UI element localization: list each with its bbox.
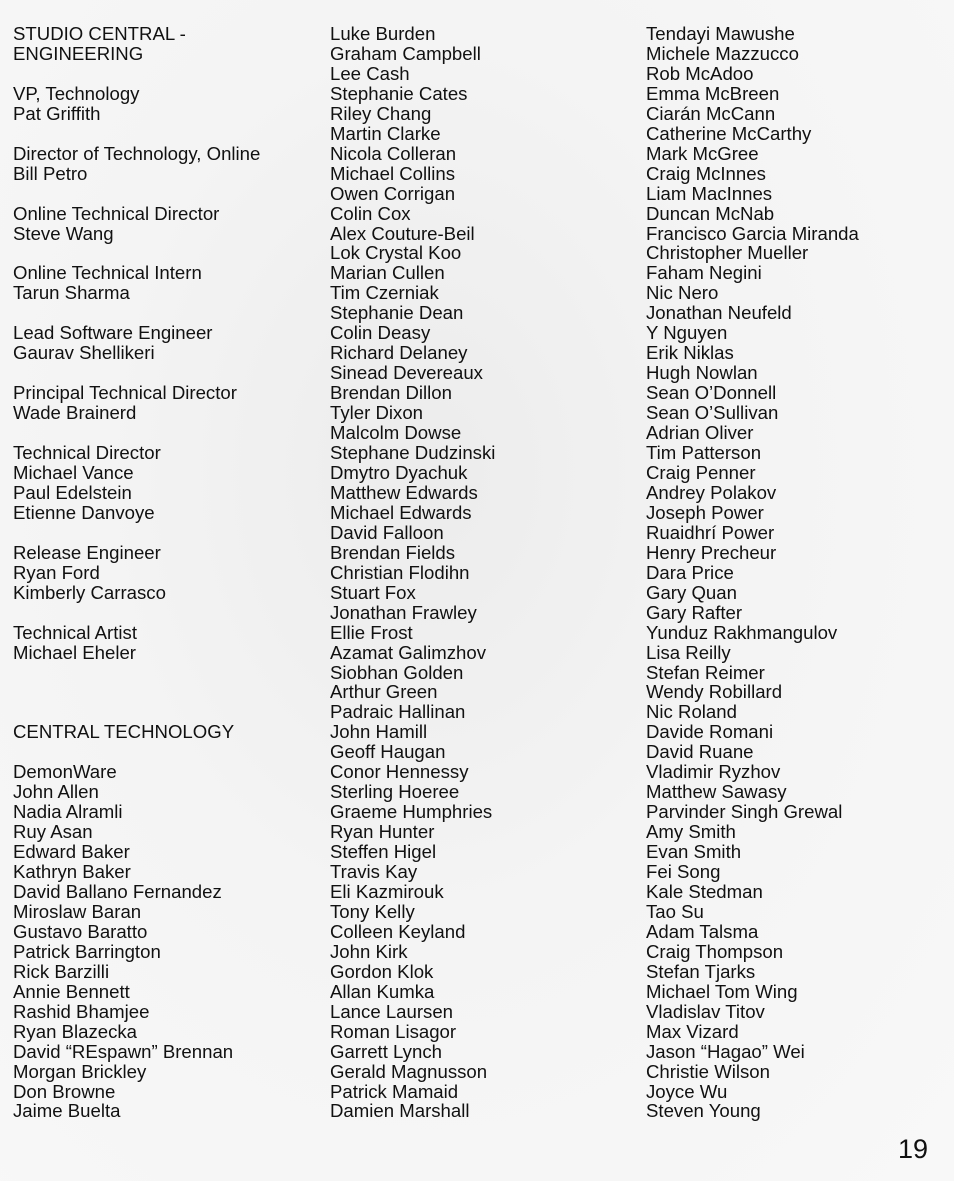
credit-line: Travis Kay (330, 861, 418, 883)
credit-line: Allan Kumka (330, 980, 435, 1002)
credit-line: Principal Technical Director (13, 382, 237, 404)
credit-line: Christopher Mueller (646, 242, 809, 264)
credit-line: Mark McGree (646, 142, 759, 164)
credit-line: Conor Hennessy (330, 761, 469, 783)
spacer (13, 663, 260, 683)
credit-line: Michael Eheler (13, 641, 136, 663)
credit-line: Gordon Klok (330, 960, 434, 982)
credit-line: Stuart Fox (330, 581, 416, 603)
credit-line: Gary Quan (646, 581, 737, 603)
credit-line: Lee Cash (330, 62, 410, 84)
credit-line: Tim Patterson (646, 442, 762, 464)
credit-line: Matthew Edwards (330, 481, 478, 503)
credit-line: Rashid Bhamjee (13, 1000, 150, 1022)
credit-line: Stephane Dudzinski (330, 442, 496, 464)
credit-line: Kale Stedman (646, 880, 763, 902)
credit-line: Gary Rafter (646, 601, 743, 623)
credit-line: Ryan Hunter (330, 821, 435, 843)
credit-line: Edward Baker (13, 841, 130, 863)
credit-line: ENGINEERING (13, 42, 144, 64)
credit-line: Eli Kazmirouk (330, 880, 444, 902)
spacer (13, 184, 260, 204)
credit-line: Patrick Barrington (13, 940, 161, 962)
credit-line: Azamat Galimzhov (330, 641, 487, 663)
credit-line: Vladislav Titov (646, 1000, 765, 1022)
credit-line: Brendan Dillon (330, 382, 452, 404)
credit-line: Ellie Frost (330, 621, 413, 643)
credit-line: John Kirk (330, 940, 408, 962)
credit-line: Duncan McNab (646, 202, 775, 224)
credit-line: Morgan Brickley (13, 1060, 147, 1082)
credit-line: Dmytro Dyachuk (330, 461, 468, 483)
credit-line: Graeme Humphries (330, 801, 493, 823)
credit-line: Vladimir Ryzhov (646, 761, 781, 783)
credit-line: Kathryn Baker (13, 861, 131, 883)
credit-line: Michael Vance (13, 461, 134, 483)
credit-line: Sterling Hoeree (330, 781, 460, 803)
credit-line: Dara Price (646, 561, 734, 583)
credit-line: Tao Su (646, 900, 704, 922)
credit-line: Matthew Sawasy (646, 781, 787, 803)
credit-line: Catherine McCarthy (646, 122, 812, 144)
credit-line: Adam Talsma (646, 920, 759, 942)
credit-line: John Hamill (330, 721, 428, 743)
credit-line: Yunduz Rakhmangulov (646, 621, 838, 643)
credit-line: Tarun Sharma (13, 282, 130, 304)
credit-line: Nicola Colleran (330, 142, 457, 164)
credit-line: Sean O’Donnell (646, 382, 777, 404)
credit-line: CENTRAL TECHNOLOGY (13, 721, 235, 743)
credit-line: Brendan Fields (330, 541, 456, 563)
credit-line: Paul Edelstein (13, 481, 132, 503)
spacer (13, 423, 260, 443)
credit-line: Andrey Polakov (646, 481, 777, 503)
credit-line: Steven Young (646, 1100, 761, 1122)
credit-line: Padraic Hallinan (330, 701, 466, 723)
credit-line: Online Technical Intern (13, 262, 202, 284)
credit-line: Michael Tom Wing (646, 980, 798, 1002)
credit-line: Roman Lisagor (330, 1020, 457, 1042)
credit-line: Damien Marshall (330, 1100, 470, 1122)
credit-line: Max Vizard (646, 1020, 739, 1042)
credit-line: Gerald Magnusson (330, 1060, 488, 1082)
spacer (13, 363, 260, 383)
credit-line: Stephanie Cates (330, 82, 468, 104)
credit-line: Lok Crystal Koo (330, 242, 462, 264)
credit-line: Lead Software Engineer (13, 322, 213, 344)
credit-line: Siobhan Golden (330, 661, 464, 683)
credit-line: Faham Negini (646, 262, 762, 284)
credit-line: Stephanie Dean (330, 302, 464, 324)
credit-line: Annie Bennett (13, 980, 130, 1002)
credit-line: David Ballano Fernandez (13, 880, 222, 902)
credit-line: Steffen Higel (330, 841, 437, 863)
spacer (13, 243, 260, 263)
spacer (13, 603, 260, 623)
credit-line: Michele Mazzucco (646, 42, 799, 64)
credit-line: Lisa Reilly (646, 641, 731, 663)
credit-line: Etienne Danvoye (13, 501, 155, 523)
credits-column-1 (13, 24, 260, 1121)
credit-line: Bill Petro (13, 162, 88, 184)
credit-line: Malcolm Dowse (330, 422, 462, 444)
credit-line: Tyler Dixon (330, 402, 423, 424)
credit-line: Stefan Tjarks (646, 960, 756, 982)
credit-line: Ruy Asan (13, 821, 93, 843)
credit-line: Marian Cullen (330, 262, 445, 284)
credit-line: Ciarán McCann (646, 102, 776, 124)
credit-line: Christian Flodihn (330, 561, 470, 583)
credit-line: Wendy Robillard (646, 681, 783, 703)
credit-line: Joseph Power (646, 501, 764, 523)
credit-line: Kimberly Carrasco (13, 581, 166, 603)
credit-line: Jason “Hagao” Wei (646, 1040, 805, 1062)
credit-line: VP, Technology (13, 82, 140, 104)
spacer (13, 682, 260, 702)
credit-line: Miroslaw Baran (13, 900, 142, 922)
credit-line: David Falloon (330, 521, 444, 543)
credit-line: Geoff Haugan (330, 741, 446, 763)
spacer (13, 124, 260, 144)
credit-line: Nic Nero (646, 282, 719, 304)
credit-line: Francisco Garcia Miranda (646, 222, 859, 244)
credit-line: Graham Campbell (330, 42, 481, 64)
credit-line: Ruaidhrí Power (646, 521, 775, 543)
credit-line: Jaime Buelta (13, 1100, 121, 1122)
page-number: 19 (897, 1134, 928, 1164)
credit-line: Fei Song (646, 861, 721, 883)
credit-line: Martin Clarke (330, 122, 441, 144)
credit-line: Tony Kelly (330, 900, 415, 922)
spacer (13, 64, 260, 84)
credit-line: Davide Romani (646, 721, 774, 743)
credit-line: Alex Couture-Beil (330, 222, 475, 244)
spacer (13, 523, 260, 543)
credit-line: Stefan Reimer (646, 661, 765, 683)
spacer (13, 702, 260, 722)
credit-line: Craig Thompson (646, 940, 784, 962)
credit-line: Craig McInnes (646, 162, 766, 184)
credit-line: Nadia Alramli (13, 801, 123, 823)
credit-line: Sinead Devereaux (330, 362, 483, 384)
credits-column-2 (330, 24, 495, 1121)
credit-line: Technical Artist (13, 621, 138, 643)
credit-line: Colleen Keyland (330, 920, 466, 942)
spacer (13, 742, 260, 762)
credit-line: Wade Brainerd (13, 402, 137, 424)
credit-line: Amy Smith (646, 821, 736, 843)
credit-line: Richard Delaney (330, 342, 468, 364)
credit-line: Christie Wilson (646, 1060, 770, 1082)
credit-line: Emma McBreen (646, 82, 780, 104)
credit-line: Online Technical Director (13, 202, 220, 224)
credit-line: Y Nguyen (646, 322, 728, 344)
credit-line: Ryan Ford (13, 561, 100, 583)
credit-line: Hugh Nowlan (646, 362, 758, 384)
credit-line: Colin Deasy (330, 322, 431, 344)
credit-line: Liam MacInnes (646, 182, 773, 204)
credit-line: David “REspawn” Brennan (13, 1040, 234, 1062)
credit-line: Jonathan Frawley (330, 601, 477, 623)
credit-line: Tendayi Mawushe (646, 23, 795, 44)
spacer (13, 303, 260, 323)
credit-line: Gaurav Shellikeri (13, 342, 155, 364)
credit-line: Parvinder Singh Grewal (646, 801, 843, 823)
credit-line: Lance Laursen (330, 1000, 454, 1022)
credit-line: John Allen (13, 781, 99, 803)
credit-line: Steve Wang (13, 222, 114, 244)
credit-line: Michael Edwards (330, 501, 472, 523)
credit-line: Director of Technology, Online (13, 142, 261, 164)
credit-line: Adrian Oliver (646, 422, 754, 444)
credit-line: Pat Griffith (13, 102, 101, 124)
credit-line: Evan Smith (646, 841, 742, 863)
credit-line: Arthur Green (330, 681, 438, 703)
credit-line: STUDIO CENTRAL - (13, 23, 186, 44)
credit-line: Garrett Lynch (330, 1040, 442, 1062)
credit-line: Joyce Wu (646, 1080, 728, 1102)
credit-line: Owen Corrigan (330, 182, 456, 204)
credit-line: Sean O’Sullivan (646, 402, 779, 424)
credit-line: Erik Niklas (646, 342, 734, 364)
credit-line: Rob McAdoo (646, 62, 754, 84)
credit-line: David Ruane (646, 741, 754, 763)
credit-line: Patrick Mamaid (330, 1080, 459, 1102)
credit-line: Riley Chang (330, 102, 432, 124)
credit-line: Luke Burden (330, 23, 436, 44)
credit-line: Michael Collins (330, 162, 456, 184)
credit-line: Rick Barzilli (13, 960, 110, 982)
credit-line: DemonWare (13, 761, 117, 783)
credit-line: Technical Director (13, 442, 161, 464)
credit-line: Henry Precheur (646, 541, 777, 563)
credit-line: Gustavo Baratto (13, 920, 148, 942)
credit-line: Don Browne (13, 1080, 116, 1102)
credit-line: Release Engineer (13, 541, 161, 563)
credit-line: Tim Czerniak (330, 282, 439, 304)
credit-line: Ryan Blazecka (13, 1020, 138, 1042)
credit-line: Jonathan Neufeld (646, 302, 792, 324)
credit-line: Craig Penner (646, 461, 756, 483)
credits-column-3 (646, 24, 859, 1121)
credit-line: Nic Roland (646, 701, 737, 723)
credit-line: Colin Cox (330, 202, 411, 224)
